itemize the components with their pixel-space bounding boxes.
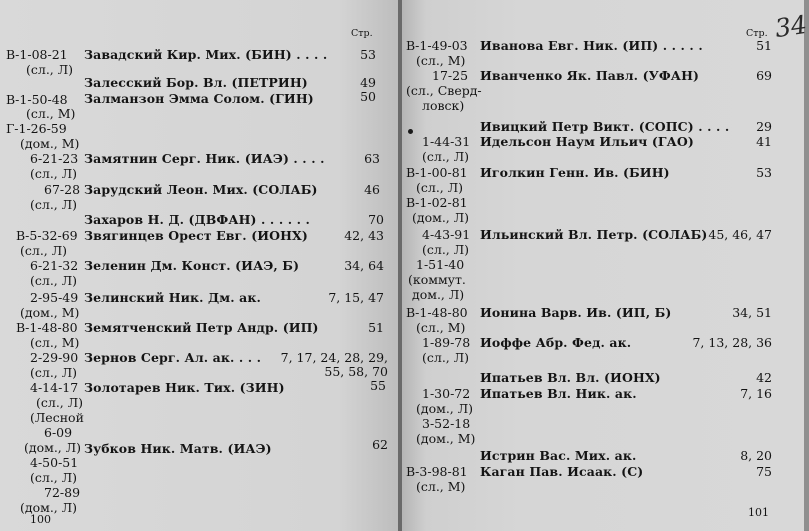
phone-note: (сл., Л) xyxy=(422,350,470,365)
phone-note: (сл., М) xyxy=(416,320,466,335)
entry-name: Иванова Евг. Ник. (ИП) . . . . . xyxy=(480,38,703,53)
phone-code: В-1-08-21 xyxy=(6,47,68,62)
entry-name: Завадский Кир. Мих. (БИН) . . . . xyxy=(84,47,328,62)
page-ref: 46 xyxy=(364,182,380,197)
page-column-header: Стр. xyxy=(351,28,373,39)
phone-note: (сл., Л) xyxy=(26,62,74,77)
entry-name: Замятнин Серг. Ник. (ИАЭ) . . . . xyxy=(84,151,325,166)
phone-code: 2-29-90 xyxy=(30,350,79,365)
page-ref: 51 xyxy=(368,320,384,335)
phone-code: 1-51-40 xyxy=(416,257,465,272)
phone-code: 6-21-23 xyxy=(30,151,79,166)
page-ref: 34, 64 xyxy=(344,258,384,273)
entry-name: Зернов Серг. Ал. ак. . . . xyxy=(84,350,262,365)
phone-note: (дом., М) xyxy=(20,305,80,320)
phone-code: 6-09 xyxy=(44,425,73,440)
phone-note: (дом., Л) xyxy=(20,500,78,515)
phone-code: 4-43-91 xyxy=(422,227,471,242)
phone-code: В-5-32-69 xyxy=(16,228,78,243)
entry-name: Зубков Ник. Матв. (ИАЭ) xyxy=(84,441,272,456)
phone-code: 3-52-18 xyxy=(422,416,471,431)
phone-note: ловск) xyxy=(422,98,465,113)
page-ref: 75 xyxy=(756,464,772,479)
entry-name: Звягинцев Орест Евг. (ИОНХ) xyxy=(84,228,308,243)
page-ref: 55 xyxy=(370,378,386,393)
phone-note: (сл., Л) xyxy=(30,273,78,288)
phone-note: (сл., Л) xyxy=(422,149,470,164)
page-ref: 50 xyxy=(360,89,376,104)
phone-code: В-1-02-81 xyxy=(406,195,468,210)
phone-note: (дом., Л) xyxy=(24,440,82,455)
entry-name: Ильинский Вл. Петр. (СОЛАБ) xyxy=(480,227,708,242)
page-ref: 8, 20 xyxy=(740,448,772,463)
page-ref: 7, 16 xyxy=(740,386,772,401)
phone-code: 6-21-32 xyxy=(30,258,79,273)
entry-name: Истрин Вас. Мих. ак. xyxy=(480,448,637,463)
page-ref: 70 xyxy=(368,212,384,227)
page-ref: 41 xyxy=(756,134,772,149)
phone-code: В-1-48-80 xyxy=(406,305,468,320)
phone-note: (коммут. xyxy=(408,272,466,287)
phone-code: В-1-50-48 xyxy=(6,92,68,107)
left-page xyxy=(0,0,398,531)
entry-name: Ивицкий Петр Викт. (СОПС) . . . . xyxy=(480,119,730,134)
entry-name: Зеленин Дм. Конст. (ИАЭ, Б) xyxy=(84,258,300,273)
phone-code: 4-50-51 xyxy=(30,455,79,470)
page-ref: 7, 13, 28, 36 xyxy=(692,335,772,350)
phone-code: 17-25 xyxy=(432,68,469,83)
page-ref: 34, 51 xyxy=(732,305,772,320)
phone-note: (Лесной xyxy=(30,410,84,425)
phone-code: В-1-00-81 xyxy=(406,165,468,180)
entry-name: Зарудский Леон. Мих. (СОЛАБ) xyxy=(84,182,318,197)
phone-note: (сл., Л) xyxy=(36,395,84,410)
page-number: 101 xyxy=(748,506,769,519)
page-ref: 53 xyxy=(360,47,376,62)
entry-name: Иголкин Генн. Ив. (БИН) xyxy=(480,165,670,180)
bullet-mark xyxy=(408,129,413,134)
page-ref: 63 xyxy=(364,151,380,166)
entry-name: Залманзон Эмма Солом. (ГИН) xyxy=(84,91,314,106)
page-ref: 7, 17, 24, 28, 29, xyxy=(280,350,388,365)
phone-note: (дом., Л) xyxy=(412,210,470,225)
phone-code: 2-95-49 xyxy=(30,290,79,305)
phone-note: (сл., Сверд- xyxy=(406,83,482,98)
page-column-header: Стр. xyxy=(746,28,768,39)
entry-name: Иванченко Як. Павл. (УФАН) xyxy=(480,68,699,83)
entry-name: Ипатьев Вл. Ник. ак. xyxy=(480,386,637,401)
page-ref: 45, 46, 47 xyxy=(708,227,772,242)
page-ref: 7, 15, 47 xyxy=(328,290,384,305)
phone-note: (дом., М) xyxy=(416,431,476,446)
entry-name: Иоффе Абр. Фед. ак. xyxy=(480,335,632,350)
entry-name: Идельсон Наум Ильич (ГАО) xyxy=(480,134,694,149)
phone-code: 1-30-72 xyxy=(422,386,471,401)
page-ref: 62 xyxy=(372,437,388,452)
page-ref: 42 xyxy=(756,370,772,385)
phone-note: (сл., Л) xyxy=(20,243,68,258)
phone-note: дом., Л) xyxy=(412,287,465,302)
phone-note: (сл., М) xyxy=(30,335,80,350)
phone-code: 72-89 xyxy=(44,485,81,500)
entry-name: Земятченский Петр Андр. (ИП) xyxy=(84,320,319,335)
phone-code: 1-89-78 xyxy=(422,335,471,350)
phone-code: В-1-49-03 xyxy=(406,38,468,53)
entry-name: Золотарев Ник. Тих. (ЗИН) xyxy=(84,380,285,395)
phone-code: Г-1-26-59 xyxy=(6,121,67,136)
handwritten-mark: 34 xyxy=(773,9,809,44)
phone-note: (сл., Л) xyxy=(30,166,78,181)
phone-note: (сл., Л) xyxy=(422,242,470,257)
phone-note: (сл., М) xyxy=(26,106,76,121)
phone-code: 4-14-17 xyxy=(30,380,79,395)
phone-note: (дом., Л) xyxy=(416,401,474,416)
phone-note: (сл., М) xyxy=(416,479,466,494)
page-ref: 55, 58, 70 xyxy=(324,364,388,379)
phone-code: 1-44-31 xyxy=(422,134,471,149)
phone-note: (дом., М) xyxy=(20,136,80,151)
entry-name: Ионина Варв. Ив. (ИП, Б) xyxy=(480,305,672,320)
entry-name: Каган Пав. Исаак. (С) xyxy=(480,464,644,479)
entry-name: Захаров Н. Д. (ДВФАН) . . . . . . xyxy=(84,212,310,227)
page-ref: 49 xyxy=(360,75,376,90)
entry-name: Залесский Бор. Вл. (ПЕТРИН) xyxy=(84,75,308,90)
entry-name: Зелинский Ник. Дм. ак. xyxy=(84,290,261,305)
phone-note: (сл., М) xyxy=(416,53,466,68)
page-ref: 29 xyxy=(756,119,772,134)
page-ref: 69 xyxy=(756,68,772,83)
phone-code: В-1-48-80 xyxy=(16,320,78,335)
phone-note: (сл., Л) xyxy=(30,197,78,212)
page-ref: 42, 43 xyxy=(344,228,384,243)
page-ref: 53 xyxy=(756,165,772,180)
phone-code: В-3-98-81 xyxy=(406,464,468,479)
page-number: 100 xyxy=(30,513,51,526)
right-page xyxy=(402,0,804,531)
phone-note: (сл., Л) xyxy=(30,365,78,380)
phone-code: 67-28 xyxy=(44,182,81,197)
entry-name: Ипатьев Вл. Вл. (ИОНХ) xyxy=(480,370,661,385)
page-ref: 51 xyxy=(756,38,772,53)
phone-note: (сл., Л) xyxy=(30,470,78,485)
phone-note: (сл., Л) xyxy=(416,180,464,195)
